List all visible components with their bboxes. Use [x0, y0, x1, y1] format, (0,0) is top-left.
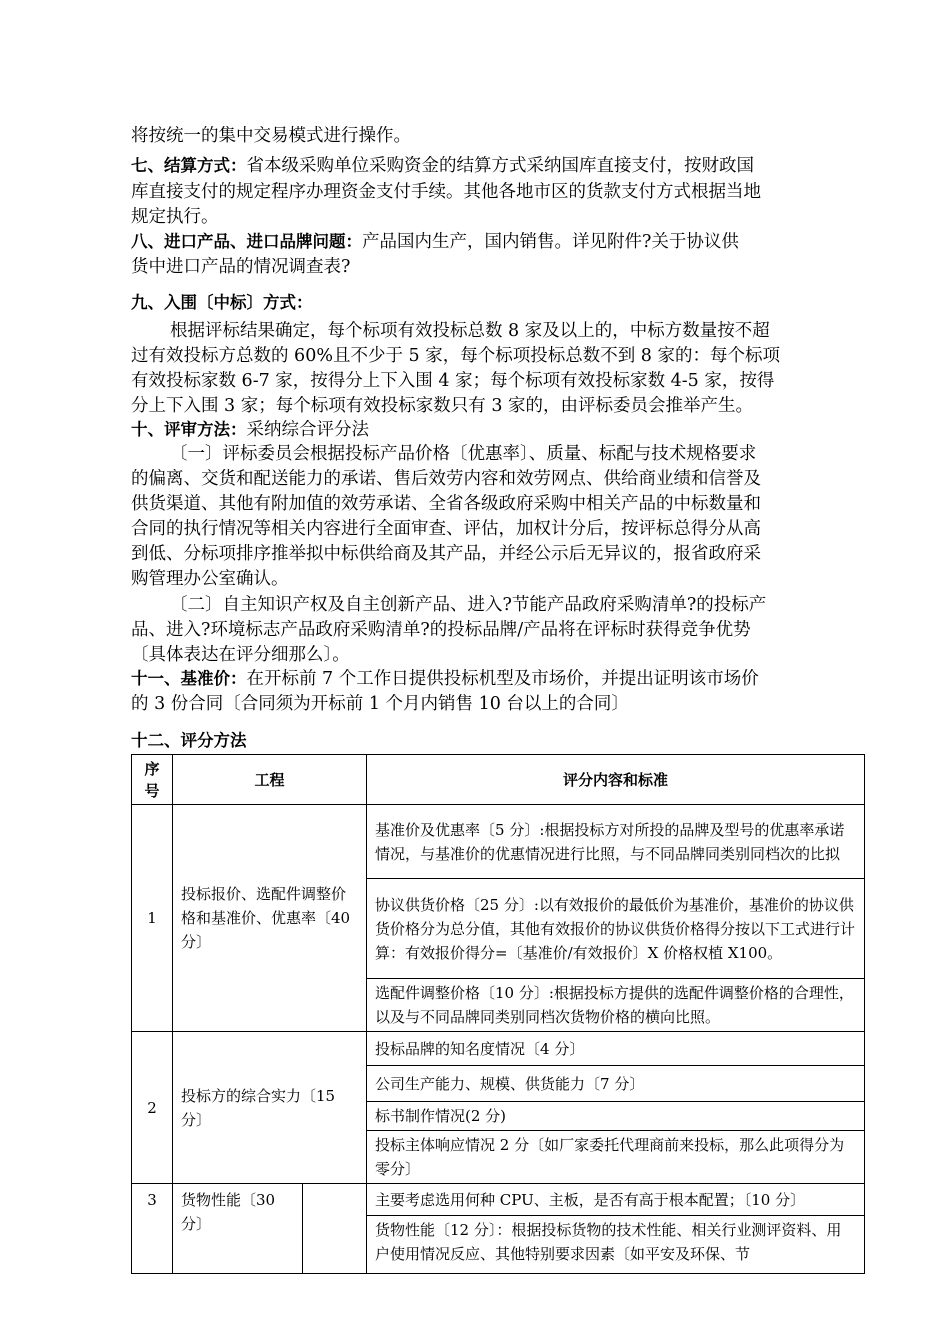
- section-7-line-3: 规定执行。: [131, 207, 219, 227]
- row-number: 2: [132, 1032, 173, 1184]
- section-8-text: 产品国内生产，国内销售。详见附件?关于协议供: [362, 232, 739, 252]
- table-row: [132, 1032, 865, 1066]
- section-9-heading: 九、入围〔中标〕方式：: [131, 293, 313, 312]
- section-10-line-6: 购管理办公室确认。: [131, 569, 289, 589]
- section-10-line-8: 品、进入?环境标志产品政府采购清单?的投标品牌/产品将在评标时获得竞争优势: [131, 620, 751, 640]
- section-7-heading: 七、结算方式：: [131, 156, 247, 175]
- criteria-cell: 投标品牌的知名度情况〔4 分〕: [367, 1032, 865, 1066]
- section-10-line-4: 合同的执行情况等相关内容进行全面审查、评估，加权计分后，按评标总得分从高: [131, 519, 761, 539]
- section-10-method: 采纳综合评分法: [246, 420, 369, 440]
- table-row: [132, 1184, 865, 1216]
- criteria-cell: 标书制作情况(2 分): [367, 1102, 865, 1131]
- criteria-cell: 选配件调整价格〔10 分〕:根据投标方提供的选配件调整价格的合理性，以及与不同品牌同类别同档次货物价格的横向比照。: [367, 979, 865, 1032]
- section-10-line-5: 到低、分标项排序推举拟中标供给商及其产品，并经公示后无异议的，报省政府采: [131, 544, 761, 564]
- section-11-line-2: 的 3 份合同〔合同须为开标前 1 个月内销售 10 台以上的合同〕: [131, 694, 629, 714]
- section-10-line-3: 供货渠道、其他有附加值的效劳承诺、全省各级政府采购中相关产品的中标数量和: [131, 494, 761, 514]
- header-seq: 序 号: [132, 755, 173, 805]
- section-11-text: 在开标前 7 个工作日提供投标机型及市场价，并提出证明该市场价: [246, 669, 759, 689]
- section-10-line-1: 〔一〕评标委员会根据投标产品价格〔优惠率〕、质量、标配与技术规格要求: [170, 444, 757, 464]
- row-number: 1: [132, 805, 173, 1032]
- criteria-cell: 公司生产能力、规模、供货能力〔7 分〕: [367, 1066, 865, 1102]
- section-12-heading: 十二、评分方法: [131, 731, 247, 750]
- section-9-line-2: 过有效投标方总数的 60%且不少于 5 家，每个标项投标总数不到 8 家的：每个标项: [131, 346, 780, 366]
- row-item: 货物性能〔30 分〕: [173, 1184, 303, 1274]
- row-item: 投标方的综合实力〔15 分〕: [173, 1032, 367, 1184]
- criteria-cell: 基准价及优惠率〔5 分〕:根据投标方对所投的品牌及型号的优惠率承诺情况，与基准价的优惠情况进行比照，与不同品牌同类别同档次的比拟: [367, 805, 865, 879]
- section-10-heading: 十、评审方法：: [131, 420, 247, 439]
- criteria-cell: 货物性能〔12 分〕：根据投标货物的技术性能、相关行业测评资料、用户使用情况反应、其他特别要求因素〔如平安及环保、节: [367, 1216, 865, 1274]
- section-10-line-9: 〔具体表达在评分细那么〕。: [131, 645, 350, 665]
- section-8-line-2: 货中进口产品的情况调查表?: [131, 257, 351, 277]
- paragraph-line: 将按统一的集中交易模式进行操作。: [131, 126, 411, 146]
- header-content: 评分内容和标准: [367, 755, 865, 805]
- section-9-line-3: 有效投标家数 6-7 家，按得分上下入围 4 家；每个标项有效投标家数 4-5 家，按得: [131, 371, 775, 391]
- scoring-table: [131, 754, 865, 1274]
- criteria-cell: 主要考虑选用何种 CPU、主板，是否有高于根本配置；〔10 分〕: [367, 1184, 865, 1216]
- table-row: [132, 805, 865, 879]
- section-7-line-1: [131, 155, 831, 177]
- section-11-line-1: [131, 668, 831, 690]
- row-number: 3: [132, 1184, 173, 1274]
- section-9-line-4: 分上下入围 3 家；每个标项有效投标家数只有 3 家的，由评标委员会推举产生。: [131, 396, 754, 416]
- table-header-row: [132, 755, 865, 805]
- header-item: 工程: [173, 755, 367, 805]
- section-8-line-1: [131, 231, 831, 253]
- section-8-heading: 八、进口产品、进口品牌问题：: [131, 232, 362, 251]
- section-7-line-2: 库直接支付的规定程序办理资金支付手续。其他各地市区的货款支付方式根据当地: [131, 182, 761, 202]
- section-10-line-7: 〔二〕自主知识产权及自主创新产品、进入?节能产品政府采购清单?的投标产: [170, 595, 767, 615]
- criteria-cell: 协议供货价格〔25 分〕:以有效报价的最低价为基准价，基准价的协议供货价格分为总分值，其他有效报价的协议供货价格得分按以下工式进行计算：有效报价得分=〔基准价/有效报价〕X 价格权植 X100。: [367, 879, 865, 979]
- section-11-heading: 十一、基准价：: [131, 669, 247, 688]
- empty-subcell: [303, 1184, 367, 1274]
- section-9-line-1: 根据评标结果确定，每个标项有效投标总数 8 家及以上的，中标方数量按不超: [170, 321, 770, 341]
- section-10-line-head: [131, 419, 831, 441]
- section-10-line-2: 的偏离、交货和配送能力的承诺、售后效劳内容和效劳网点、供给商业绩和信誉及: [131, 469, 761, 489]
- criteria-cell: 投标主体响应情况 2 分〔如厂家委托代理商前来投标，那么此项得分为零分〕: [367, 1131, 865, 1184]
- row-item: 投标报价、选配件调整价格和基准价、优惠率〔40 分〕: [173, 805, 367, 1032]
- section-7-text: 省本级采购单位采购资金的结算方式采纳国库直接支付，按财政国: [246, 156, 754, 176]
